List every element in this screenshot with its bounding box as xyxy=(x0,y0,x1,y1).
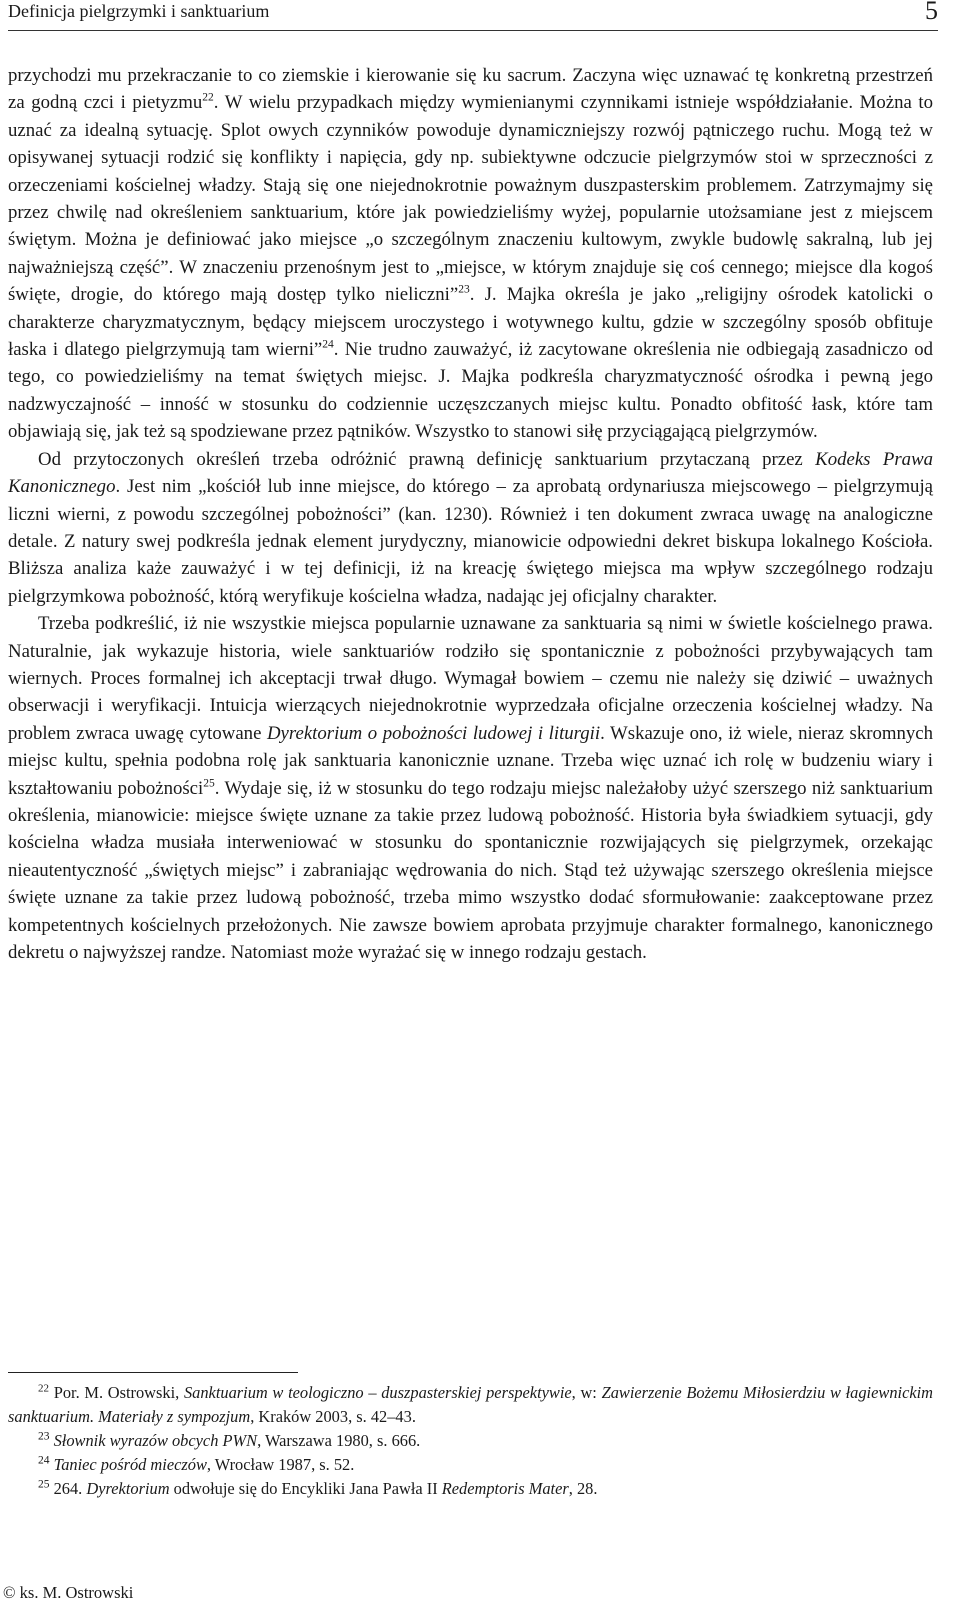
footnote-divider xyxy=(8,1372,298,1373)
text-run: . Nie trudno zauważyć, iż zacytowane określenia nie odbiegają zasadniczo od tego, co powiedzieliśmy na temat świętych miejsc. J. Majka podkreśla charyzmatyczność ośrodka i pewną jego nadzwyczajność – inność w stosunku do codziennie uczęszczanych miejsc kultu. Ponadto obfitość łask, które tam objawiają się, jak też są spodziewane przez pątników. Wszystko to stanowi siłę przyciągającą pielgrzymów. xyxy=(8,339,934,443)
text-run: , 28. xyxy=(568,1479,598,1498)
text-run: , Wrocław 1987, s. 52. xyxy=(206,1455,355,1474)
text-run: . Wydaje się, iż w stosunku do tego rodzaju miejsc należałoby użyć szerszego niż sanktuarium określenia, mianowicie: miejsce święte uznane za takie przez ludową pobożność. Historia była świadkiem sytuacji, gdy kościelna władza musiała interweniować w stosunku do spontanicznie rozwijających się pielgrzymek, orzekając nieautentyczność „świętych miejsc” i zabraniając wędrowania do nich. Stąd też używając szerszego określenia miejsce święte uznane za takie przez ludową pobożność, trzeba mimo wszystko dodać sformułowanie: zaakceptowane przez kompetentnych kościelnych przełożonych. Nie zawsze bowiem aprobata przyjmuje charakter formalnego, kanonicznego dekretu o najwyższej randze. Natomiast może wyrażać się w innego rodzaju gestach. xyxy=(8,777,933,963)
text-run: . W wielu przypadkach między wymienianymi czynnikami istnieje współdziałanie. Można to uznać za idealną sytuację. Splot owych czynników powoduje dynamiczniejszy rozwój pątniczego ruchu. Mogą też w opisywanej sytuacji rodzić się konflikty i napięcia, gdy np. subiektywne odczucie pielgrzymów stoi w sprzeczności z orzeczeniami kościelnej władzy. Stają się one niejednokrotnie poważnym duszpasterskim problemem. Zatrzymajmy się przez chwilę nad określeniem sanktuarium, które jak powiedzieliśmy wyżej, popularnie utożsamiane jest z miejscem świętym. Można je definiować jako miejsce „o szczególnym znaczeniu kultowym, zwykle budowlę sakralną, lub jej najważniejszą część”. W znaczeniu przenośnym jest to „miejsce, w którym znajduje się coś cennego; miejsce dla kogoś święte, drogie, do którego mają dostęp tylko nieliczni” xyxy=(8,92,933,306)
page-number: 5 xyxy=(925,0,938,25)
paragraph-3 xyxy=(8,610,933,966)
footnote-ref-24[interactable]: 24 xyxy=(322,338,334,351)
text-run: , Warszawa 1980, s. 666. xyxy=(257,1431,421,1450)
text-run: przychodzi mu przekraczanie to co ziemskie i kierowanie się ku sacrum. Zaczyna więc uznawać tę konkretną przestrzeń za godną czci i pietyzmu xyxy=(8,65,933,114)
footnote-number: 24 xyxy=(38,1454,50,1467)
footnote-ref-25[interactable]: 25 xyxy=(203,777,215,790)
footnotes xyxy=(8,1381,933,1501)
running-header xyxy=(8,0,938,31)
italic-title: Kodeks Prawa Kanonicznego xyxy=(8,448,933,498)
footnote-23 xyxy=(8,1429,933,1453)
footnote-24 xyxy=(8,1453,933,1477)
text-run: , w: xyxy=(571,1383,602,1402)
text-run: . Wskazuje ono, iż wiele, nieraz skromnych miejsc kultu, spełnia podobna rolę jak sanktuaria kanonicznie uznane. Trzeba więc uznać ich rolę w budzeniu wiary i kształtowaniu pobożności xyxy=(8,722,933,799)
italic-title: Zawierzenie Bożemu Miłosierdziu w łagiewnickim sanktuarium. Materiały z sympozjum xyxy=(8,1383,934,1426)
italic-title: Słownik wyrazów obcych PWN xyxy=(49,1431,258,1450)
footnote-ref-22[interactable]: 22 xyxy=(202,92,214,105)
footnote-number: 25 xyxy=(38,1478,50,1491)
footnote-ref-23[interactable]: 23 xyxy=(458,283,470,296)
text-run: . J. Majka określa je jako „religijny ośrodek katolicki o charakterze charyzmatycznym, będący miejscem uroczystego i wotywnego kultu, gdzie w szczególny sposób obfituje łaska i dlatego pielgrzymują tam wierni” xyxy=(8,284,933,361)
paragraph-2 xyxy=(8,446,933,610)
italic-title: Sanktuarium w teologiczno – duszpasterskiej perspektywie xyxy=(183,1383,572,1402)
footnote-number: 22 xyxy=(38,1382,49,1395)
text-run: Trzeba podkreślić, iż nie wszystkie miejsca popularnie uznawane za sanktuaria są nimi w świetle kościelnego prawa. Naturalnie, jak wykazuje historia, wiele sanktuariów rodziło się spontanicznie z pobożności przybywających tam wiernych. Proces formalnej ich akceptacji trwał długo. Wymagał bowiem – czemu nie należy się dziwić – uważnych obserwacji i weryfikacji. Intuicja wierzących niejednokrotnie wyprzedzała oficjalne orzeczenia kościelnej władzy. Na problem zwraca uwagę cytowane xyxy=(8,613,933,744)
text-run: 264. xyxy=(49,1479,87,1498)
text-run: , Kraków 2003, s. 42–43. xyxy=(250,1407,416,1426)
paragraph-1 xyxy=(8,62,933,446)
italic-title: Dyrektorium xyxy=(86,1479,170,1498)
text-run: Od przytoczonych określeń trzeba odróżnić prawną definicję sanktuarium przytaczaną przez xyxy=(38,448,816,470)
text-run: Por. M. Ostrowski, xyxy=(49,1383,184,1402)
header-title: Definicja pielgrzymki i sanktuarium xyxy=(8,1,270,21)
italic-title: Dyrektorium o pobożności ludowej i liturgii xyxy=(266,722,601,744)
text-run: . Jest nim „kościół lub inne miejsce, do którego – za aprobatą ordynariusza miejscowego – pielgrzymują liczni wierni, z powodu szczególnej pobożności” (kan. 1230). Również i ten dokument zwraca uwagę na analogiczne detale. Z natury swej podkreśla jednak element jurydyczny, mianowicie odpowiedni dekret biskupa lokalnego Kościoła. Bliższa analiza każe zauważyć i w tej definicji, iż na kreację świętego miejsca ma wpływ szczególnego rodzaju pielgrzymkowa pobożność, którą weryfikuje kościelna władza, nadając jej oficjalny charakter. xyxy=(8,476,933,607)
main-text xyxy=(8,62,933,966)
text-run: odwołuje się do Encykliki Jana Pawła II xyxy=(169,1479,442,1498)
footnote-25 xyxy=(8,1477,933,1501)
footnote-number: 23 xyxy=(38,1430,50,1443)
footnote-22 xyxy=(8,1381,933,1429)
copyright-footer: © ks. M. Ostrowski xyxy=(3,1583,134,1602)
italic-title: Redemptoris Mater xyxy=(441,1479,569,1498)
italic-title: Taniec pośród mieczów xyxy=(49,1455,207,1474)
